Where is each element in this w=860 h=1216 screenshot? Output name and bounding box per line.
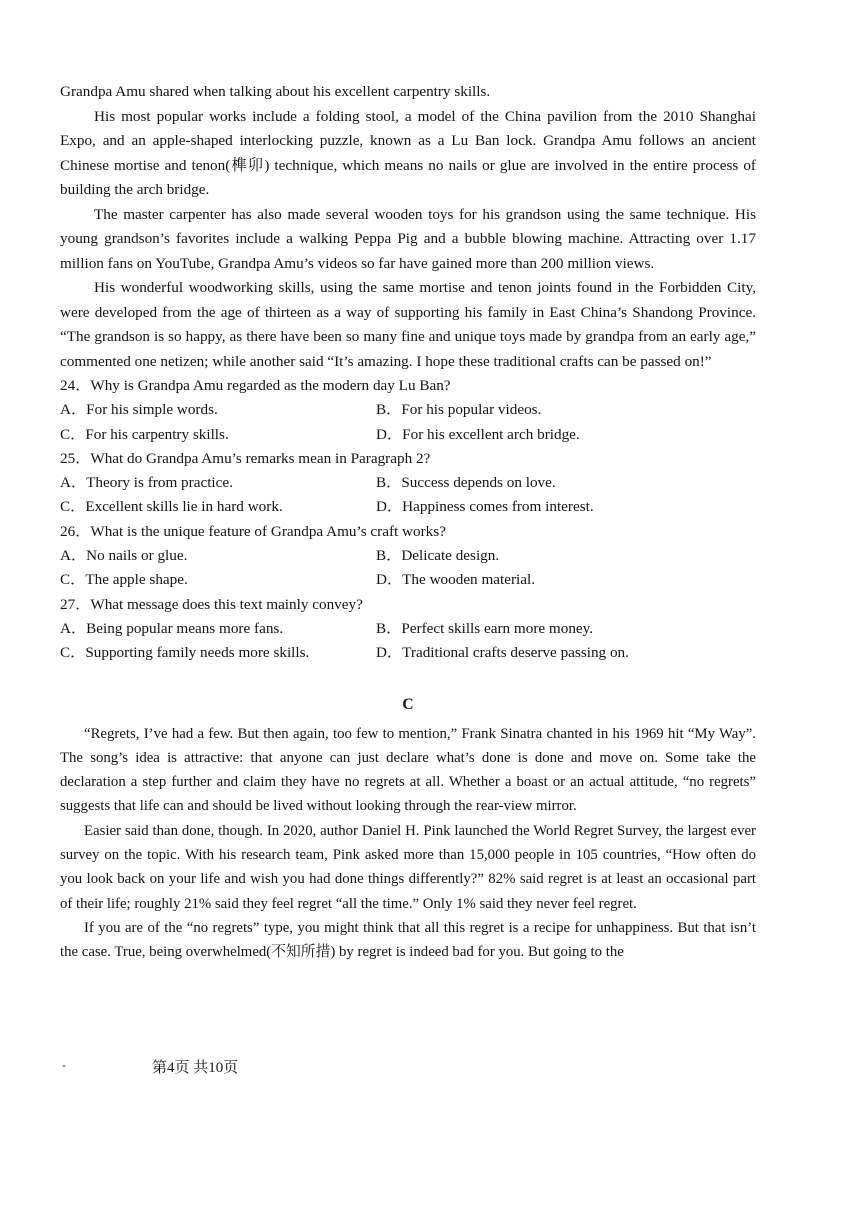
question-stem: 25．What do Grandpa Amu’s remarks mean in Paragraph 2?	[60, 449, 431, 467]
option-d: D．Happiness comes from interest.	[376, 498, 594, 516]
passage-c-paragraph-2: Easier said than done, though. In 2020, author Daniel H. Pink launched the World Regret Survey, the largest ever survey on the topic. With his research team, Pink asked more than 15,000 people in 105 countries, “How often do you look back on your life and wish you had done things differently?” 82% said regret is at least an occasional part of their life; roughly 21% said they feel regret “all the time.” Only 1% said they never feel regret.	[60, 822, 756, 912]
page-number: 第4页 共10页	[152, 1060, 239, 1076]
answer-options	[60, 471, 756, 520]
option-b: B．Delicate design.	[376, 547, 500, 565]
option-c: C．For his carpentry skills.	[60, 425, 229, 443]
option-a: A．Theory is from practice.	[60, 474, 233, 492]
option-c: C．Supporting family needs more skills.	[60, 644, 310, 662]
passage-b-paragraph-1: Grandpa Amu shared when talking about his excellent carpentry skills.	[60, 83, 491, 100]
question-25	[60, 447, 756, 520]
option-d: D．For his excellent arch bridge.	[376, 425, 580, 443]
answer-options	[60, 398, 756, 447]
question-stem: 24．Why is Grandpa Amu regarded as the modern day Lu Ban?	[60, 377, 451, 394]
option-d: D．Traditional crafts deserve passing on.	[376, 644, 629, 662]
question-27	[60, 593, 756, 666]
option-b: B．For his popular videos.	[376, 401, 542, 419]
passage-b	[60, 80, 756, 374]
option-c: C．Excellent skills lie in hard work.	[60, 498, 283, 516]
question-26	[60, 520, 756, 593]
answer-options	[60, 544, 756, 593]
option-c: C．The apple shape.	[60, 571, 188, 589]
passage-c	[60, 722, 756, 965]
option-a: A．No nails or glue.	[60, 547, 188, 565]
passage-c-paragraph-1: “Regrets, I’ve had a few. But then again, too few to mention,” Frank Sinatra chanted in his 1969 hit “My Way”. The song’s idea is attractive: that anyone can just declare what’s done is done and move on. Some take the declaration a step further and claim they have no regrets at all. Whether a boast or an actual attitude, “no regrets” suggests that life can and should be lived without looking through the rear-view mirror.	[60, 725, 756, 815]
question-stem: 26．What is the unique feature of Grandpa Amu’s craft works?	[60, 522, 446, 540]
option-a: A．For his simple words.	[60, 401, 218, 419]
passage-b-paragraph-4: His wonderful woodworking skills, using the same mortise and tenon joints found in the Forbidden City, were developed from the age of thirteen as a way of supporting his family in East China’s Shandong Province. “The grandson is so happy, as there have been so many fine and unique toys made by grandpa from an early age,” commented one netizen; while another said “It’s amazing. I hope these traditional crafts can be passed on!”	[60, 279, 756, 370]
question-list	[60, 374, 756, 666]
option-b: B．Perfect skills earn more money.	[376, 619, 594, 637]
question-stem: 27．What message does this text mainly convey?	[60, 595, 363, 613]
option-b: B．Success depends on love.	[376, 474, 556, 492]
footer-dash: -	[62, 1058, 66, 1072]
passage-c-paragraph-3: If you are of the “no regrets” type, you might think that all this regret is a recipe for unhappiness. But that isn’t the case. True, being overwhelmed(不知所措) by regret is indeed bad for you. But going to the	[60, 919, 756, 961]
question-24	[60, 374, 756, 447]
option-d: D．The wooden material.	[376, 571, 535, 589]
passage-b-paragraph-3: The master carpenter has also made several wooden toys for his grandson using the same technique. His young grandson’s favorites include a walking Peppa Pig and a bubble blowing machine. Attracting over 1.17 million fans on YouTube, Grandpa Amu’s videos so far have gained more than 200 million views.	[60, 205, 756, 272]
answer-options	[60, 617, 756, 666]
section-heading: C	[402, 695, 414, 713]
page-content	[60, 80, 756, 965]
passage-b-paragraph-2: His most popular works include a folding stool, a model of the China pavilion from the 2010 Shanghai Expo, and an apple-shaped interlocking puzzle, known as a Lu Ban lock. Grandpa Amu follows an ancient Chinese mortise and tenon(榫卯) technique, which means no nails or glue are involved in the entire process of building the arch bridge.	[60, 107, 756, 198]
option-a: A．Being popular means more fans.	[60, 619, 284, 637]
